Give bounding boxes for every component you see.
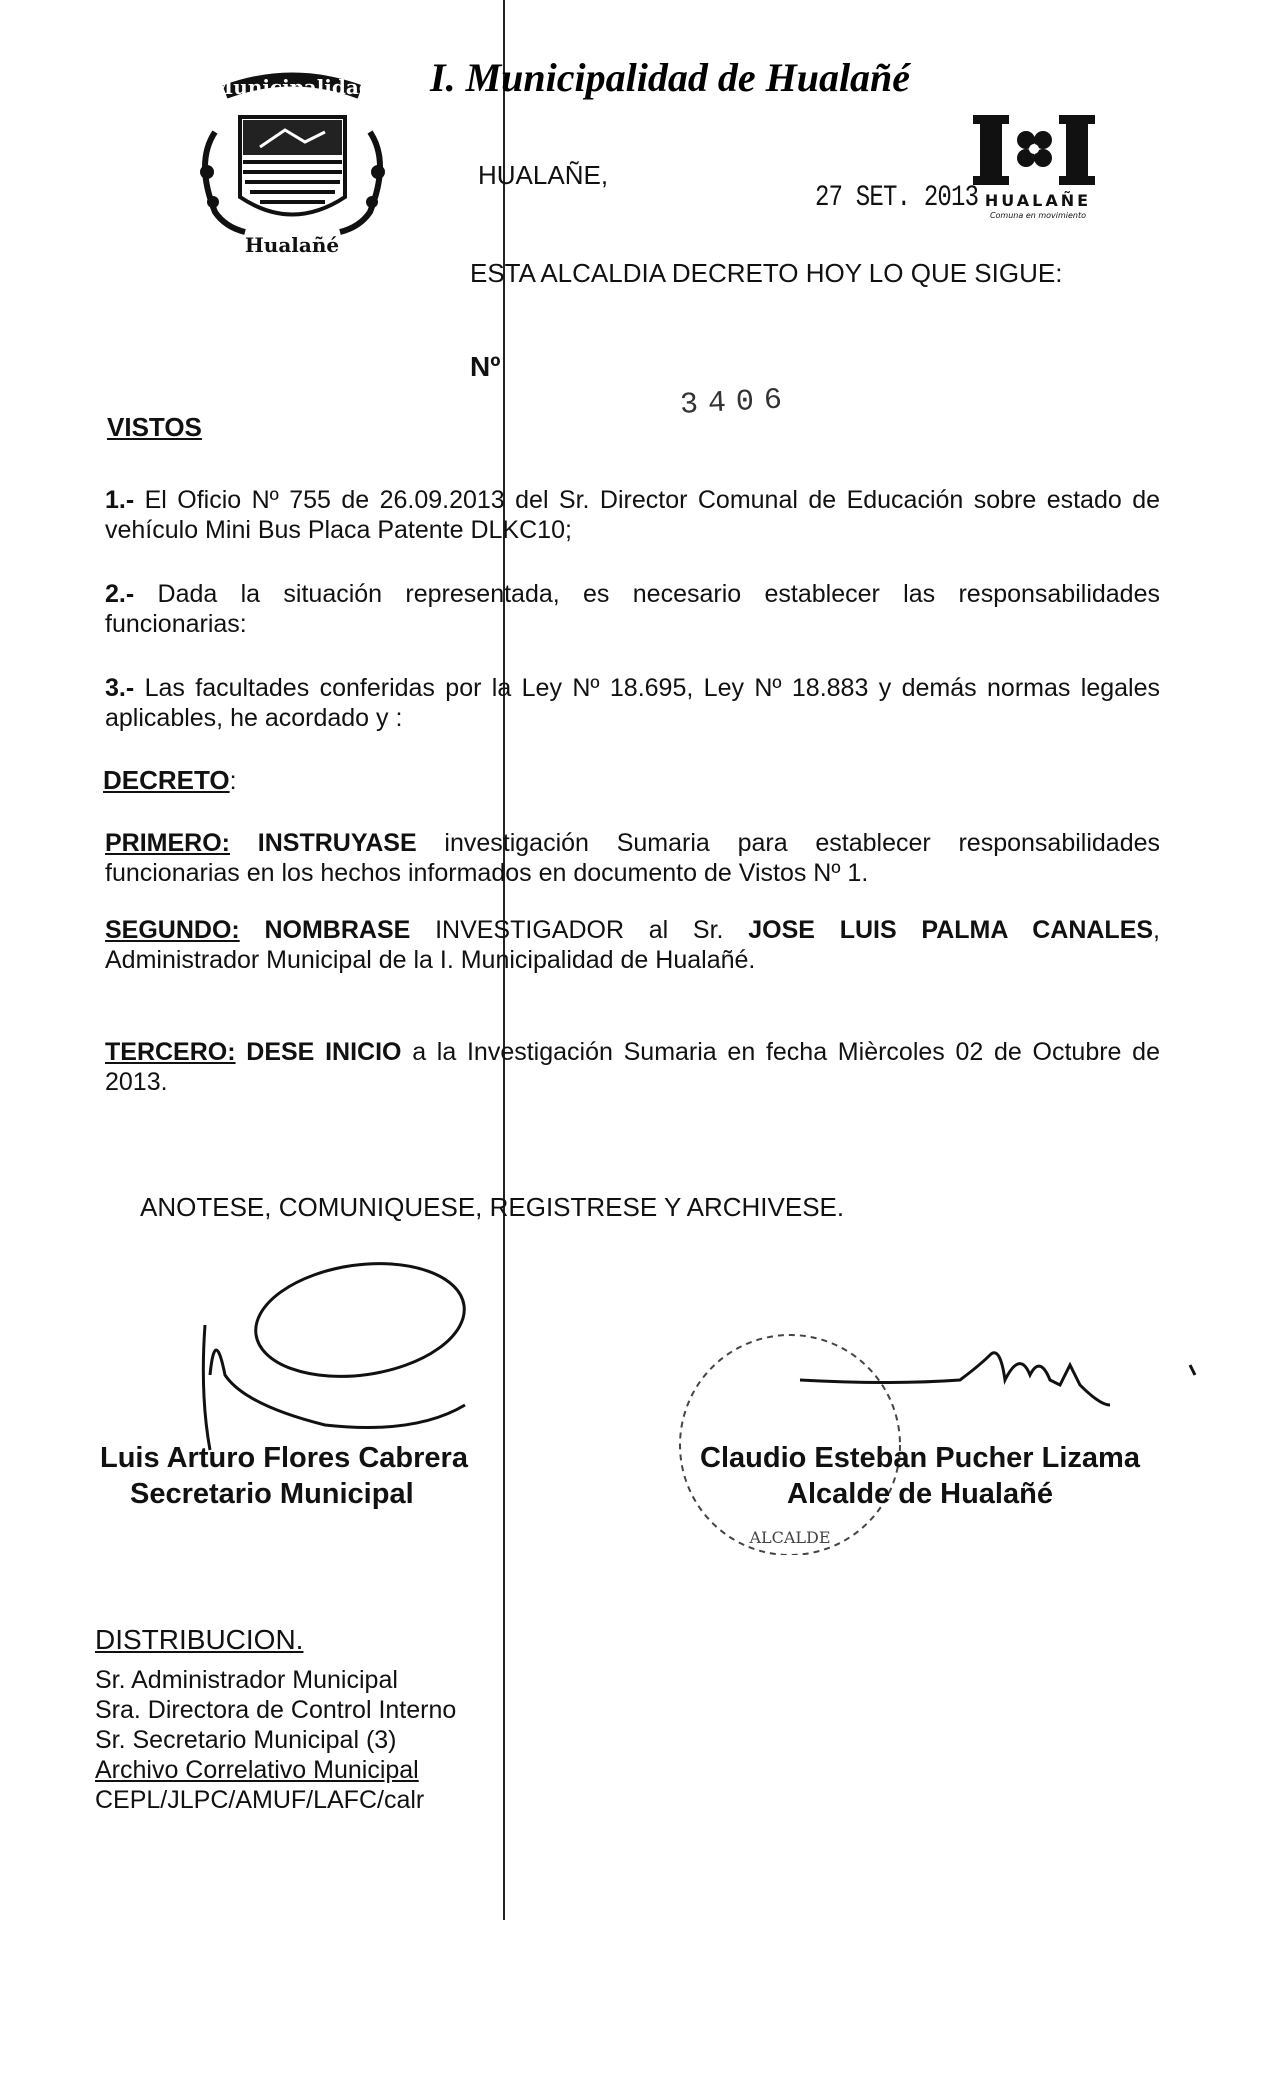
segundo-label: SEGUNDO: [105,916,240,944]
vistos-item-number: 3.- [105,674,135,702]
vistos-item-text: Las facultades conferidas por la Ley Nº 18.695, Ley Nº 18.883 y demás normas legales aplicables, he acordado y : [105,674,1160,732]
segundo-text-end: , Administrador Municipal de la I. Municipalidad de Hualañé. [105,916,1160,974]
municipal-crest-icon [185,62,400,262]
svg-text:Comuna en movimiento: Comuna en movimiento [989,211,1087,220]
decreto-primero [105,828,1160,888]
tercero-text: a la Investigación Sumaria en fecha Mièrcoles 02 de Octubre de 2013. [105,1038,1160,1096]
signer-left [100,1440,520,1512]
hualane-brand-logo [968,110,1108,220]
primero-label: PRIMERO: [105,829,230,857]
vistos-item-number: 1.- [105,486,135,514]
segundo-text: INVESTIGADOR al Sr. [435,916,724,944]
svg-text:ALCALDE: ALCALDE [749,1528,831,1547]
segundo-person: JOSE LUIS PALMA CANALES [748,916,1154,944]
primero-text: investigación Sumaria para establecer responsabilidades funcionarias en los hechos informados en documento de Vistos Nº 1. [105,829,1161,887]
signer-right-name: Claudio Esteban Pucher Lizama [700,1442,1140,1474]
vistos-item-number: 2.- [105,580,135,608]
decreto-tercero [105,1037,1160,1097]
date-stamp: 27 SET. 2013 [815,181,979,215]
distribution-heading: DISTRIBUCION. [95,1624,304,1655]
signer-left-role: Secretario Municipal [130,1478,414,1510]
signer-right-role: Alcalde de Hualañé [787,1478,1053,1510]
vistos-item-text: Dada la situación representada, es necesario establecer las responsabilidades funcionarias: [105,580,1160,638]
distribution-item: Archivo Correlativo Municipal [95,1756,419,1784]
svg-text:Hualañé: Hualañé [244,233,340,257]
primero-action: INSTRUYASE [257,829,417,857]
distribution-item: Sr. Administrador Municipal [95,1666,398,1694]
tercero-action: DESE INICIO [246,1038,402,1066]
svg-text:Municipalidad: Municipalidad [211,75,373,99]
distribution-item: Sr. Secretario Municipal (3) [95,1726,397,1754]
decree-intro: ESTA ALCALDIA DECRETO HOY LO QUE SIGUE: [470,258,1063,288]
svg-text:HUALAÑE: HUALAÑE [984,191,1092,210]
vistos-item-1 [105,485,1160,545]
decreto-segundo [105,915,1160,975]
signer-left-name: Luis Arturo Flores Cabrera [100,1442,468,1474]
vistos-item-text: El Oficio Nº 755 de 26.09.2013 del Sr. Director Comunal de Educación sobre estado de vehículo Mini Bus Placa Patente DLKC10; [105,486,1160,544]
distribution-list [95,1665,456,1815]
tercero-label: TERCERO: [105,1038,236,1066]
decreto-heading: DECRETO: [103,765,237,795]
place-label: HUALAÑE, [478,160,609,190]
decree-number-label: Nº [470,351,501,382]
decree-number-stamp: 3406 [679,383,793,423]
vistos-item-2 [105,579,1160,639]
vistos-item-3 [105,673,1160,733]
vistos-heading: VISTOS [107,412,202,442]
closing-formula: ANOTESE, COMUNIQUESE, REGISTRESE Y ARCHIVESE. [140,1192,845,1222]
municipality-title: I. Municipalidad de Hualañé [430,55,911,100]
distribution-item: CEPL/JLPC/AMUF/LAFC/calr [95,1786,425,1814]
distribution-item: Sra. Directora de Control Interno [95,1696,457,1724]
signer-right [660,1440,1180,1512]
segundo-action: NOMBRASE [264,916,411,944]
